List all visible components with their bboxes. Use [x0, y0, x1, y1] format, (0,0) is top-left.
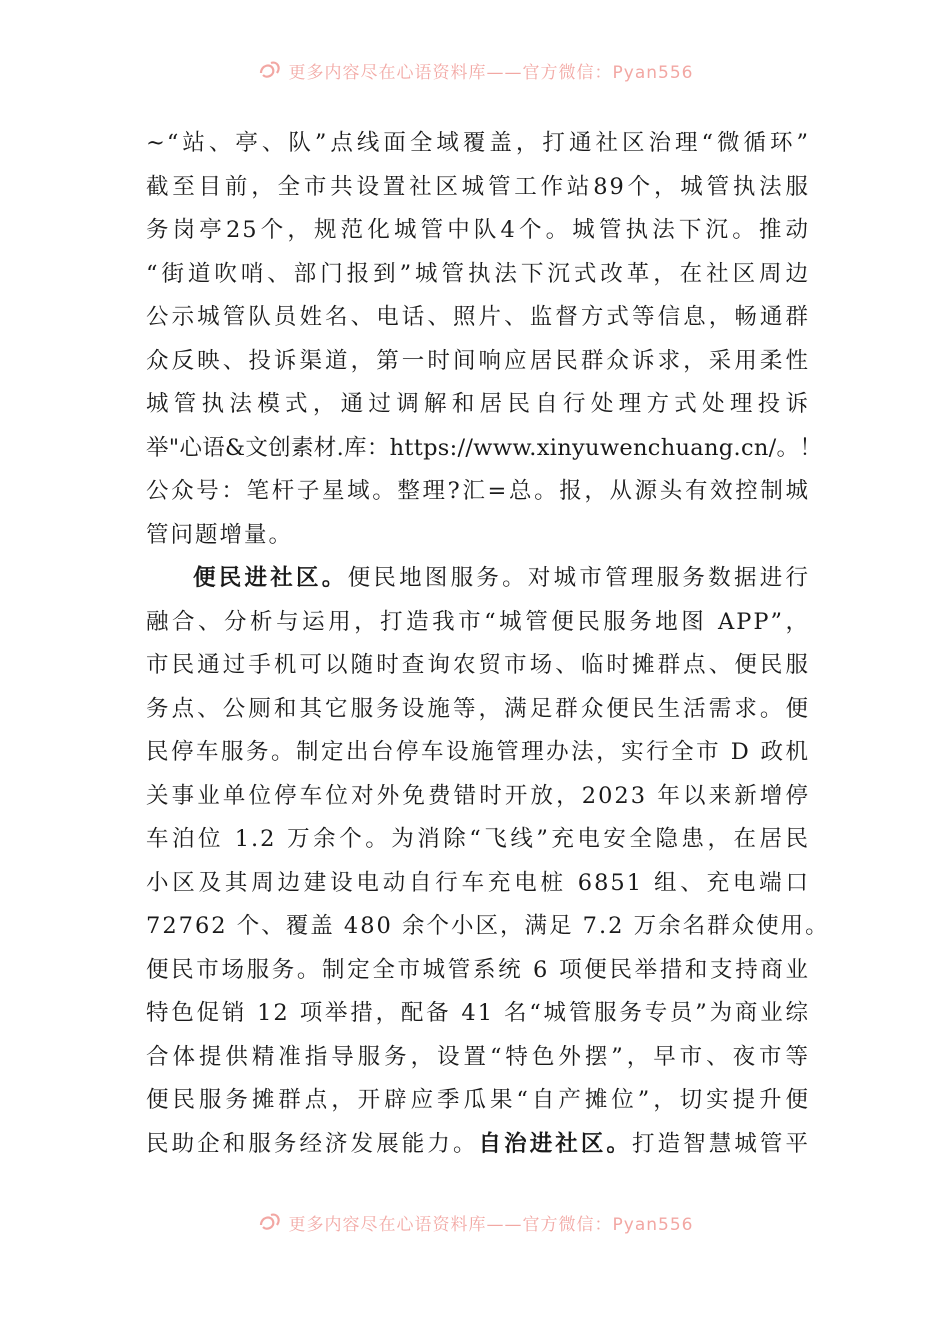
text-line: 合体提供精准指导服务，设置“特色外摆”，早市、夜市等 — [146, 1043, 810, 1070]
text-line: 市民通过手机可以随时查询农贸市场、临时摊群点、便民服 — [146, 652, 810, 678]
text-line: 截至目前，全市共设置社区城管工作站89个，城管执法服 — [146, 173, 810, 200]
text-run: 打造智慧城管平 — [632, 1130, 810, 1157]
watermark-text: 更多内容尽在心语资料库——官方微信：Pyan556 — [288, 1214, 694, 1235]
document-body — [146, 122, 830, 1166]
text-line: ~“站、亭、队”点线面全域覆盖，打通社区治理“微循环” — [146, 130, 810, 156]
text-line: 72762 个、覆盖 480 余个小区，满足 7.2 万余名群众使用。 — [146, 913, 830, 939]
watermark-banner-top — [0, 55, 950, 85]
watermark-banner-bottom — [0, 1207, 950, 1237]
text-line: 管问题增量。 — [146, 521, 294, 548]
paragraph-2 — [146, 557, 830, 1166]
text-line: “街道吹哨、部门报到”城管执法下沉式改革，在社区周边 — [146, 260, 810, 287]
text-line-last — [146, 1123, 810, 1167]
text-line: 车泊位 1.2 万余个。为消除“飞线”充电安全隐患，在居民 — [146, 826, 810, 852]
logo-icon — [257, 59, 283, 81]
text-run: 便民地图服务。对城市管理服务数据进行 — [347, 565, 810, 591]
text-line: 务点、公厕和其它服务设施等，满足群众便民生活需求。便 — [146, 695, 810, 722]
section-heading-autonomy: 自治进社区。 — [478, 1130, 633, 1157]
section-heading-convenience: 便民进社区。 — [193, 565, 348, 591]
text-line-first — [146, 557, 810, 601]
text-line: 关事业单位停车位对外免费错时开放，2023 年以来新增停 — [146, 782, 810, 809]
logo-icon — [257, 1211, 283, 1233]
watermark-text: 更多内容尽在心语资料库——官方微信：Pyan556 — [288, 62, 694, 83]
text-line: 融合、分析与运用，打造我市“城管便民服务地图 APP”， — [146, 608, 810, 635]
text-line: 便民市场服务。制定全市城管系统 6 项便民举措和支持商业 — [146, 956, 810, 983]
text-line: 众反映、投诉渠道，第一时间响应居民群众诉求，采用柔性 — [146, 347, 810, 374]
text-line: 务岗亭25个，规范化城管中队4个。城管执法下沉。推动 — [146, 217, 810, 243]
text-line: 便民服务摊群点，开辟应季瓜果“自产摊位”，切实提升便 — [146, 1087, 810, 1113]
text-line: 公示城管队员姓名、电话、照片、监督方式等信息，畅通群 — [146, 304, 810, 330]
text-line-url: 举"心语&文创素材.库：https://www.xinyuwenchuang.cn/。！ — [146, 434, 823, 461]
paragraph-1 — [146, 122, 823, 557]
text-run: 民助企和服务经济发展能力。 — [146, 1130, 479, 1157]
text-line: 小区及其周边建设电动自行车充电桩 6851 组、充电端口 — [146, 869, 810, 896]
text-line: 公众号：笔杆子星域。整理?汇=总。报，从源头有效控制城 — [146, 478, 810, 504]
text-line: 民停车服务。制定出台停车设施管理办法，实行全市 D 政机 — [146, 739, 810, 765]
text-line: 特色促销 12 项举措，配备 41 名“城管服务专员”为商业综 — [146, 1000, 810, 1026]
text-line: 城管执法模式，通过调解和居民自行处理方式处理投诉 — [146, 391, 810, 417]
